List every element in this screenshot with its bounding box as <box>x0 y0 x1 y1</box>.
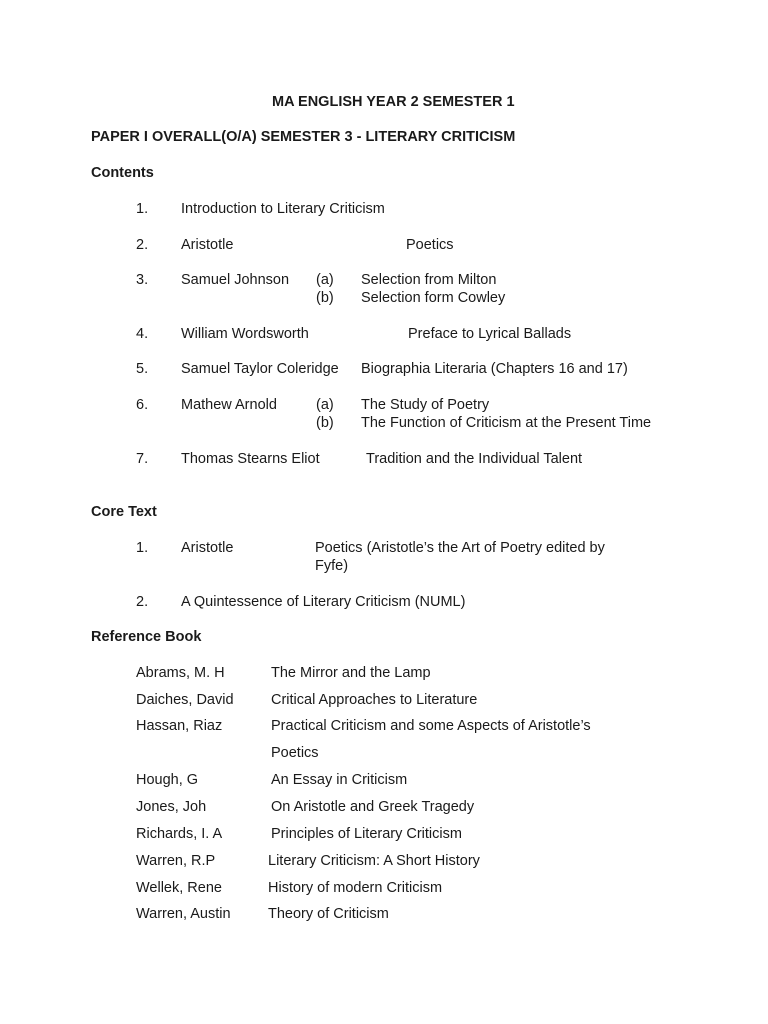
ref-title-4: An Essay in Criticism <box>271 772 408 788</box>
contents-part-work-6b: The Function of Criticism at the Present Time <box>361 415 652 431</box>
ref-author-3: Hassan, Riaz <box>136 718 223 734</box>
contents-num-6: 6. <box>136 397 149 413</box>
core-text-heading: Core Text <box>91 504 157 520</box>
contents-work-5: Biographia Literaria (Chapters 16 and 17) <box>361 361 628 377</box>
contents-part-work-3a: Selection from Milton <box>361 272 497 288</box>
contents-part-label-3b: (b) <box>316 290 334 306</box>
ref-title-8: History of modern Criticism <box>268 880 443 896</box>
contents-num-3: 3. <box>136 272 149 288</box>
contents-part-label-3a: (a) <box>316 272 334 288</box>
core-num-1: 1. <box>136 540 149 556</box>
contents-author-4: William Wordsworth <box>181 326 309 342</box>
ref-author-4: Hough, G <box>136 772 199 788</box>
paper-title: PAPER I OVERALL(O/A) SEMESTER 3 - LITERARY CRITICISM <box>91 129 516 145</box>
contents-part-work-6a: The Study of Poetry <box>361 397 490 413</box>
ref-author-8: Wellek, Rene <box>136 880 222 896</box>
ref-title-2: Critical Approaches to Literature <box>271 692 478 708</box>
core-author-1: Aristotle <box>181 540 234 556</box>
contents-num-7: 7. <box>136 451 149 467</box>
contents-work-2: Poetics <box>406 237 454 253</box>
ref-title-6: Principles of Literary Criticism <box>271 826 462 842</box>
ref-author-5: Jones, Joh <box>136 799 207 815</box>
contents-num-5: 5. <box>136 361 149 377</box>
contents-part-label-6a: (a) <box>316 397 334 413</box>
ref-author-7: Warren, R.P <box>136 853 216 869</box>
contents-work-4: Preface to Lyrical Ballads <box>408 326 572 342</box>
contents-author-6: Mathew Arnold <box>181 397 277 413</box>
contents-author-3: Samuel Johnson <box>181 272 290 288</box>
core-work-1-line1: Poetics (Aristotle’s the Art of Poetry edited by <box>315 540 605 556</box>
contents-num-2: 2. <box>136 237 149 253</box>
ref-title-7: Literary Criticism: A Short History <box>268 853 480 869</box>
core-work-1-line2: Fyfe) <box>315 558 349 574</box>
ref-author-9: Warren, Austin <box>136 906 231 922</box>
ref-title-5: On Aristotle and Greek Tragedy <box>271 799 475 815</box>
core-text-2: A Quintessence of Literary Criticism (NUML) <box>181 594 466 610</box>
reference-heading: Reference Book <box>91 629 202 645</box>
contents-author-2: Aristotle <box>181 237 234 253</box>
ref-title-1: The Mirror and the Lamp <box>271 665 431 681</box>
ref-author-1: Abrams, M. H <box>136 665 225 681</box>
ref-title-3: Practical Criticism and some Aspects of Aristotle’s <box>271 718 591 734</box>
contents-part-work-3b: Selection form Cowley <box>361 290 506 306</box>
contents-part-label-6b: (b) <box>316 415 334 431</box>
contents-author-5: Samuel Taylor Coleridge <box>181 361 339 377</box>
contents-author-7: Thomas Stearns Eliot <box>181 451 320 467</box>
contents-num-1: 1. <box>136 201 149 217</box>
core-num-2: 2. <box>136 594 149 610</box>
contents-heading: Contents <box>91 165 154 181</box>
ref-author-2: Daiches, David <box>136 692 234 708</box>
page-title: MA ENGLISH YEAR 2 SEMESTER 1 <box>272 94 515 110</box>
contents-num-4: 4. <box>136 326 149 342</box>
ref-title-9: Theory of Criticism <box>268 906 389 922</box>
contents-text-1: Introduction to Literary Criticism <box>181 201 385 217</box>
contents-work-7: Tradition and the Individual Talent <box>366 451 583 467</box>
ref-author-6: Richards, I. A <box>136 826 223 842</box>
ref-title-3-cont: Poetics <box>271 745 319 761</box>
